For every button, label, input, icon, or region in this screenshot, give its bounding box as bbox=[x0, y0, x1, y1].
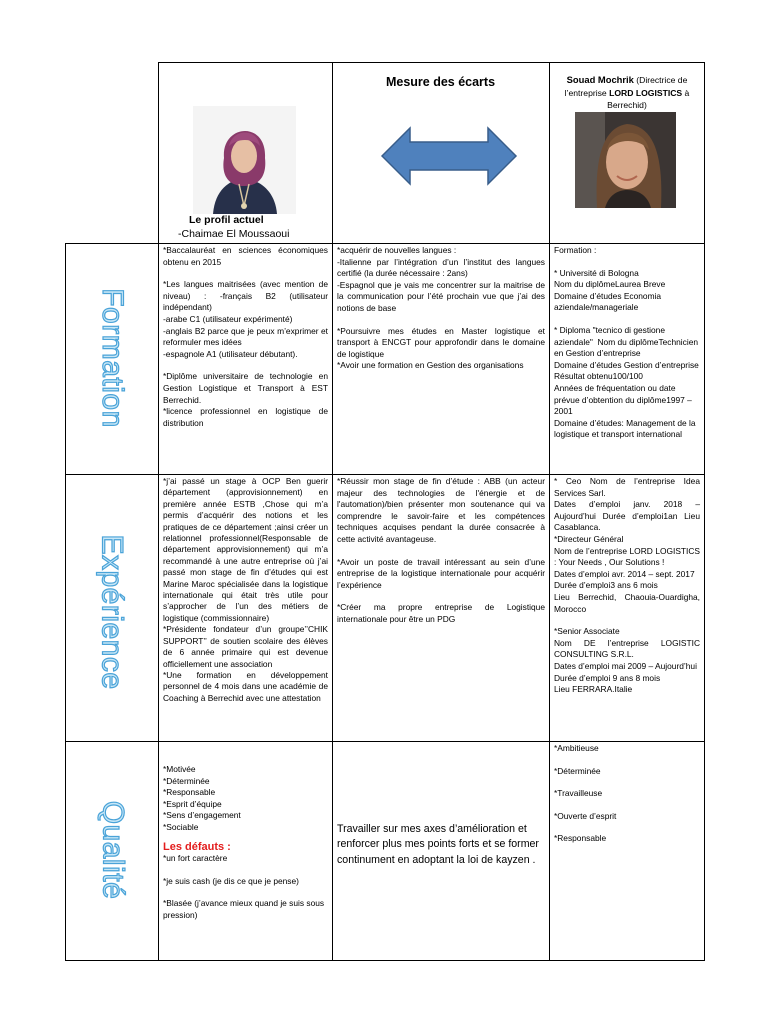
target-photo-image bbox=[575, 112, 676, 208]
defaut-item: *un fort caractère bbox=[163, 853, 228, 864]
target-role-1: (Directrice de bbox=[633, 75, 688, 85]
gap-title: Mesure des écarts bbox=[385, 75, 496, 89]
experience-actuel-line: *Présidente fondateur d’un groupe’’CHIK SUPPORT’’ de soutien scolaire des élèves de 6 année primaire qui est devenue officiellement une association bbox=[163, 624, 331, 669]
formation-cible-line: Années de fréquentation ou date prévue d’obtention du diplôme1997 – 2001 bbox=[554, 382, 695, 417]
current-profile-label: Le profil actuel bbox=[189, 214, 264, 226]
experience-ecart-line bbox=[337, 591, 545, 602]
experience-cible-line: Lieu Berrechid, Chaouia-Ouardigha, Morocco bbox=[554, 591, 703, 614]
profile-photo bbox=[193, 106, 296, 214]
formation-ecart-line: *acquérir de nouvelles langues : bbox=[337, 245, 457, 255]
formation-actuel-line: *Diplôme universitaire de technologie en Gestion Logistique et Transport à EST Berrechid. bbox=[163, 371, 331, 405]
formation-actuel-line: -anglais B2 parce que je peux m’exprimer et reformuler mes idées bbox=[163, 325, 331, 348]
current-profile-name: -Chaimae El Moussaoui bbox=[178, 228, 290, 240]
experience-cible-line: Durée d’emploi3 ans 6 mois bbox=[554, 580, 658, 591]
experience-cible-line: Dates d’emploi janv. 2018 – Aujourd’hui Durée d’emploi1an Lieu Casablanca. bbox=[554, 499, 703, 533]
experience-ecart-line bbox=[337, 546, 545, 557]
qualite-cible-item bbox=[554, 777, 700, 788]
qualite-cible-item: *Déterminée bbox=[554, 765, 601, 776]
formation-actuel-line bbox=[163, 360, 328, 371]
qualite-actuel bbox=[163, 764, 328, 922]
experience-cible-line: *Senior Associate bbox=[554, 626, 620, 637]
target-photo bbox=[575, 112, 676, 208]
double-arrow-icon bbox=[380, 126, 518, 186]
formation-ecart-line bbox=[337, 315, 545, 326]
formation-cible-line: Formation : bbox=[554, 245, 597, 255]
experience-cible bbox=[554, 476, 703, 696]
experience-ecart-line: *Avoir un poste de travail intéressant au sein d’une entreprise de la logistique internationale pour acquérir l’expérience bbox=[337, 556, 548, 590]
formation-cible-line bbox=[554, 314, 700, 325]
target-role-3: à bbox=[682, 87, 690, 98]
experience-cible-line: Nom de l’entreprise LORD LOGISTICS : Your Needs , Our Solutions ! bbox=[554, 545, 703, 568]
defaut-item: *Blasée (j’avance mieux quand je suis sous pression) bbox=[163, 898, 327, 920]
formation-cible-line: Domaine d’études Gestion d’entreprise Résultat obtenu100/100 bbox=[554, 359, 702, 382]
defaut-item: *je suis cash (je dis ce que je pense) bbox=[163, 875, 299, 886]
formation-ecart-line: -Espagnol que je vais me concentrer sur la maitrise de la communication pour l’été prochain vue que j’ai des notions de base bbox=[337, 279, 548, 313]
formation-cible-line: Nom du diplômeLaurea Breve bbox=[554, 279, 666, 290]
experience-actuel-line: *Une formation en développement personnel de 4 mois dans une académie de Coaching à Berrechid avec une attestation bbox=[163, 669, 331, 703]
experience-cible-line: *Directeur Général bbox=[554, 533, 624, 544]
qualite-actuel-item: *Esprit d’équipe bbox=[163, 798, 222, 809]
formation-actuel bbox=[163, 245, 331, 429]
target-company: LORD LOGISTICS bbox=[609, 87, 683, 98]
qualite-cible-item: *Travailleuse bbox=[554, 788, 603, 799]
qualite-actuel-item: *Déterminée bbox=[163, 775, 210, 786]
experience-cible-line: Dates d’emploi mai 2009 – Aujourd’hui bbox=[554, 660, 697, 671]
formation-cible-line: Domaine d’études Economia aziendale/manageriale bbox=[554, 290, 664, 313]
experience-cible-line bbox=[554, 615, 700, 626]
row-label-qualite: Qualité bbox=[96, 800, 129, 900]
experience-ecart bbox=[337, 476, 548, 626]
qualite-cible-item: *Ambitieuse bbox=[554, 743, 599, 753]
qualite-ecart-text: Travailler sur mes axes d’amélioration et renforcer plus mes points forts et se former continument en adoptant la loi de kayzen . bbox=[337, 823, 542, 866]
row-label-formation: Formation bbox=[96, 288, 130, 428]
formation-cible-line: * Université di Bologna bbox=[554, 267, 639, 278]
formation-cible-line bbox=[554, 257, 700, 268]
formation-ecart bbox=[337, 245, 548, 372]
profile-photo-image bbox=[193, 106, 296, 214]
defauts-title: Les défauts : bbox=[163, 840, 231, 853]
experience-cible-line: Nom DE l’entreprise LOGISTIC CONSULTING S.R.L. bbox=[554, 637, 703, 660]
qualite-ecart bbox=[337, 822, 543, 868]
target-city: Berrechid) bbox=[607, 100, 647, 110]
qualite-cible-item bbox=[554, 800, 700, 811]
target-name: Souad Mochrik bbox=[566, 74, 634, 85]
experience-cible-line: * Ceo Nom de l’entreprise Idea Services Sarl. bbox=[554, 476, 703, 498]
formation-ecart-line: *Avoir une formation en Gestion des organisations bbox=[337, 360, 524, 371]
defaut-item bbox=[163, 887, 328, 898]
experience-cible-line: Lieu FERRARA.Italie bbox=[554, 684, 633, 695]
formation-cible-line: * Diploma "tecnico di gestione aziendale" Nom du diplômeTechnicien en Gestion d’entreprise bbox=[554, 324, 701, 359]
qualite-actuel-item: *Motivée bbox=[163, 764, 196, 774]
experience-ecart-line: *Réussir mon stage de fin d’étude : ABB (un acteur majeur des technologies de l'énergie et de l'automation)/bien présenter mon soutenance qui va comprendre le savoir-faire et les compétences techniques acquises pendant la durée consacrée à cette activité avantageuse. bbox=[337, 476, 548, 544]
formation-actuel-line: *Les langues maitrisées (avec mention de niveau) : -français B2 (utilisateur indépendant) bbox=[163, 279, 331, 313]
experience-actuel-line: *j’ai passé un stage à OCP Ben guerir département (approvisionnement) en première année ESTB ,Chose qui m’a permis d’acquérir des notions et les pratiques de ce département ;ainsi créer un relationnel professionnel(Responsable de département approvisionnement) qui m’a recommandé à une autre entreprise où j’ai passé mon stage de fin d’études qui est Marine Maroc spécialisée dans la logistique internationale qui était très utile pour s’approcher de l’un des métiers de logistique (commissionnaire) bbox=[163, 476, 331, 623]
qualite-cible-item bbox=[554, 822, 700, 833]
target-profile-header bbox=[551, 74, 703, 112]
formation-actuel-line: *licence professionnel en logistique de distribution bbox=[163, 406, 331, 428]
qualite-cible bbox=[554, 743, 700, 845]
qualite-cible-item: *Ouverte d’esprit bbox=[554, 810, 617, 821]
experience-ecart-line: *Créer ma propre entreprise de Logistique internationale pour être un PDG bbox=[337, 602, 548, 624]
formation-cible-line: Domaine d’études: Management de la logistique et transport international bbox=[554, 417, 698, 440]
formation-actuel-line bbox=[163, 268, 328, 279]
qualite-cible-item bbox=[554, 755, 700, 766]
target-role-2: l’entreprise bbox=[564, 87, 610, 98]
experience-cible-line: Dates d’emploi avr. 2014 – sept. 2017 bbox=[554, 568, 695, 579]
formation-actuel-line: *Baccalauréat en sciences économiques obtenu en 2015 bbox=[163, 245, 331, 267]
qualite-cible-item: *Responsable bbox=[554, 833, 607, 844]
formation-actuel-line: -arabe C1 (utilisateur expérimenté) bbox=[163, 313, 293, 324]
formation-ecart-line: *Poursuivre mes études en Master logistique et transport à ENCGT pour approfondir dans le domaine de logistique bbox=[337, 325, 548, 359]
qualite-actuel-item: *Sens d’engagement bbox=[163, 810, 241, 821]
defaut-item bbox=[163, 865, 328, 876]
qualite-actuel-item: *Responsable bbox=[163, 787, 216, 798]
qualite-actuel-item: *Sociable bbox=[163, 821, 199, 832]
experience-cible-line: Durée d’emploi 9 ans 8 mois bbox=[554, 672, 661, 683]
formation-ecart-line: -Italienne par l’intégration d’un l’institut des langues certifié (la durée nécessaire : 2ans) bbox=[337, 256, 548, 279]
experience-actuel bbox=[163, 476, 331, 704]
row-label-experience: Expérience bbox=[96, 534, 129, 690]
formation-cible bbox=[554, 245, 700, 441]
formation-actuel-line: -espagnole A1 (utilisateur débutant). bbox=[163, 348, 298, 359]
